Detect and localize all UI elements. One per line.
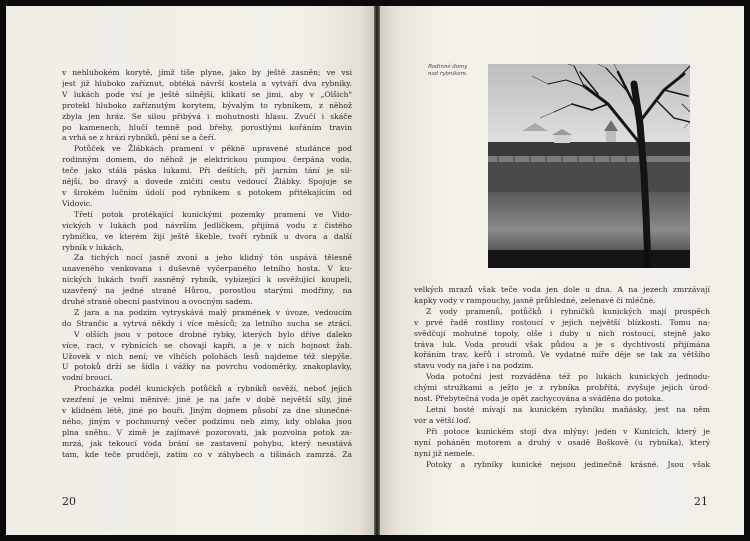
text-line: svědčují mohutné topoly, olše i duby u nich rostoucí, stejně jako [414,328,710,338]
text-line: Letní hosté mívají na kunickém rybníku maňásky, jest na něm [426,404,710,414]
photo-caption [428,64,486,79]
text-line: vodní brouci. [62,373,113,383]
text-line: druhé straně obecní pastvinou a ovocným sadem. [62,297,253,307]
text-line: plna sněhu. V zimě je zajímavé pozorovati, jak pozvolna potok za- [62,427,352,437]
text-line: do Strančic a vytrvá někdy i více měsíců; za letního sucha se ztrácí. [62,318,352,328]
right-page [380,6,744,535]
right-page-text [414,285,710,470]
text-line: po kamenech, hlučí temně pod břehy, porostlými kořáním travin [62,122,352,132]
text-line: Potůček ve Žlábkách pramení v pěkně upravené studánce pod [74,144,352,154]
photo-houses-above-pond [488,64,690,268]
text-line: velkých mrazů však teče voda jen dole u dna. A na jezech zmrzávají [414,285,710,294]
text-line: tam, kde teče prudčeji, zatím co v záhybech a tišinách zamrzá. Za [62,449,352,459]
right-page-number: 21 [694,495,708,508]
text-line: ného, jiným v pochmurný večer podzimu neb zimy, kdy oblaka jsou [62,417,352,426]
text-line: protekl hluboko zaříznutým korytem, bývalým to rybníkem, z něhož [62,100,352,110]
text-line: vor a větší loď. [414,415,471,425]
text-line: vzezření je velmi měnivé: jiné je na jaře v době největší síly, jiné [62,395,352,405]
left-page-text [62,68,352,461]
text-line: nyní poháněn motorem a druhý v osadě Boškově (u rybníka), který [414,437,710,447]
text-line: Užovek v nich není; ve vlhčích polohách lesů najdeme též slepýše. [62,351,352,361]
text-line: rybník v lukách. [62,242,124,252]
text-line: teče jako stálá páska lukami. Při deštích, při jarním tání je sil- [62,166,352,176]
left-page-number: 20 [62,495,76,508]
text-line: stavu vody na jaře i na podzim. [414,361,534,371]
text-line: chými stružkami a ježto je z rybníka probřítá, zvyšuje jejich úrod- [414,383,710,393]
text-line: nost. Přebytečná voda je opět zachycována a sváděna do potoka. [414,394,664,404]
text-line: Z jara a na podzim vytryskává malý pramének v úvoze, vedoucím [74,307,352,317]
text-line: kořáním trav, keřů i stromů. Ve vydatné míře děje se tak za většího [414,350,710,360]
text-line: rybníčku, ve kterém žijí ještě škeble, tvoří rybník u dvora a další [62,231,352,241]
text-line: Procházka podél kunických potůčků a rybníků osvěží, neboť jejich [74,384,352,394]
text-line: Vidovic. [62,198,93,208]
text-line: více, raci, v rybnících se chovají kapři, a je v nich hojnost žab. [62,340,352,350]
text-line: unaveného venkovana i duševně vyčerpaného letního hosta. V ku- [62,264,352,274]
text-line: v širokém lučním údolí pod rybníkem s potokem přitékajícím od [62,187,352,197]
left-page [6,6,374,535]
text-line: V lukách pode vsí je ještě silnější, klikatí se jimi, aby v „Olšich" [62,89,352,99]
text-line: Z vody pramenů, potůčků i rybníčků kunických mají prospěch [426,306,710,316]
open-book [6,6,744,535]
text-line: tráva luk. Voda proudí však půdou a je s dychtivostí přijímána [414,339,710,349]
text-line: U potoků drží se šídla i vážky na povrchu vodoměrky, znakoplavky, [62,362,352,372]
text-line: Potoky a rybníky kunické nejsou jedinečně krásné. Jsou však [426,459,710,469]
pond-photo-image [488,64,690,268]
text-line: vických v lukách pod návrším Jedlíčkem, přijímá vodu z čistého [62,220,352,230]
text-line: uzavřený na jedné straně Hůrou, porostlou starými modřiny, na [62,286,352,296]
text-line: a vrhá se z hrází rybníků, pění se a čeří. [62,133,217,143]
text-line: Voda potoční jest rozváděna též po lukách kunických jednodu- [426,372,710,382]
text-line: nických lukách tvoří zasněný rybník, vybízející k osvěžující koupeli, [62,275,352,285]
text-line: v klidném létě, jiné po bouři. Jiným dojmem působí za dne slunečné- [62,406,352,416]
text-line: kapky vody v rampouchy, jasně průhledné, zelenavé či mléčné. [414,295,656,305]
text-line: jest již hluboko zaříznut, obtéká návrší kostela a vytváří dva rybníky. [62,78,352,88]
text-line: Za tichých nocí jasně zvoní a jeho klidný tón uspává tělesně [74,253,352,263]
text-line: nyní již nemele. [414,448,475,458]
text-line: nější, bo dravý a dovede zničiti cestu vedoucí Žlábky. Spojuje se [62,177,352,187]
text-line: V olších jsou v potoce drobné rybky, kterých bylo dříve daleko [74,329,352,339]
text-line: rodinným domem, do něhož je elektrickou pumpou čerpána voda, [62,155,352,165]
text-line: zbyla jen hráz. Se silou přibývá i mohutnosti hlasu. Zvučí i skáče [62,111,352,121]
text-line: v nehlubokém korytě, jímž tiše plyne, jako by ještě zasněn; ve vsi [62,68,352,77]
text-line: mrzá, jak tekoucí voda brání se zastavení pohybu, který neustává [62,438,352,448]
text-line: Třetí potok protékající kunickými pozemky pramení ve Vido- [74,209,352,219]
text-line: v prvé řadě rostliny rostoucí v jejich největší blízkosti. Tomu na- [414,317,710,327]
caption-line: Rodinné domy [428,64,468,70]
text-line: Při potoce kunickém stojí dva mlýny: jeden v Kunicích, který je [426,426,710,436]
caption-line: nad rybníkem. [428,71,468,78]
